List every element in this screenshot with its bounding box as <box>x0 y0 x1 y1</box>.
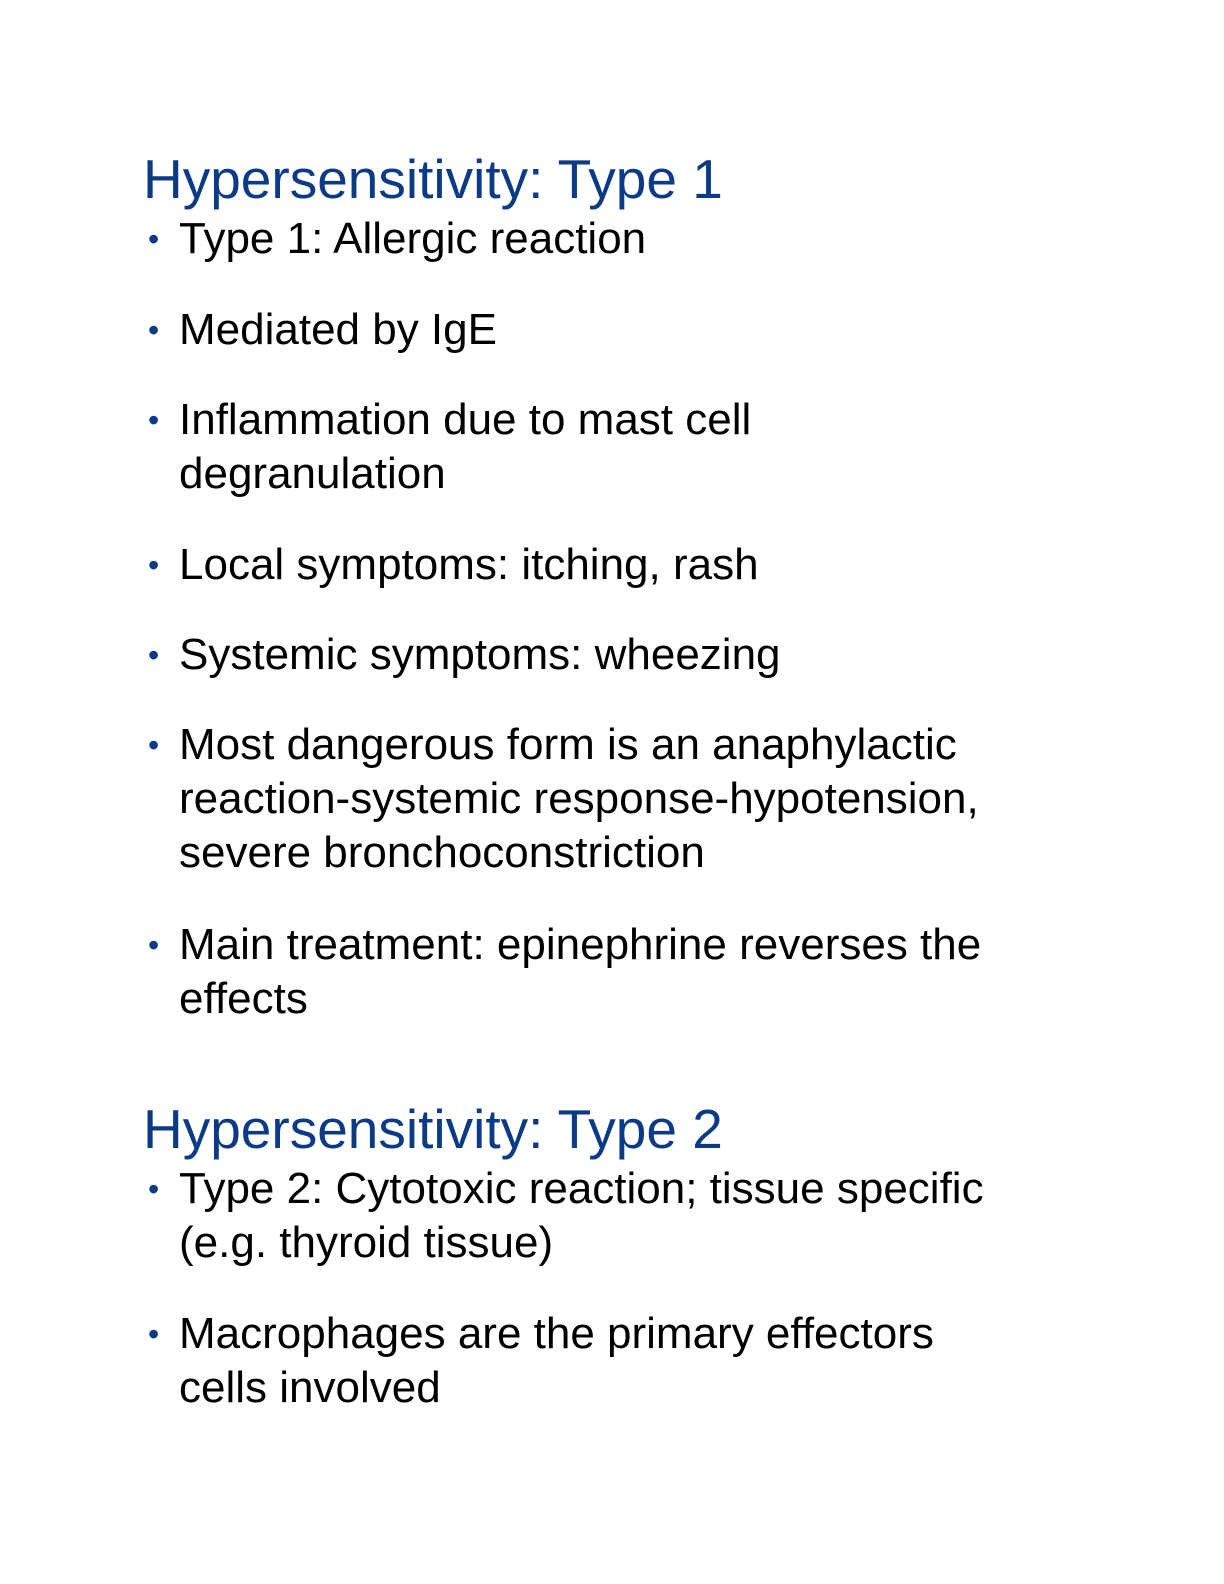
bullet-text: Macrophages are the primary effectors cells involved <box>179 1309 934 1412</box>
bullet-item <box>148 918 1078 1026</box>
bullet-text: Local symptoms: itching, rash <box>179 540 759 589</box>
bullet-text: Main treatment: epinephrine reverses the effects <box>179 920 982 1023</box>
bullet-icon: • <box>148 547 160 583</box>
bullet-item <box>148 538 1078 592</box>
bullet-icon: • <box>148 1316 160 1352</box>
bullet-item <box>148 718 1078 880</box>
section-heading-type-2: Hypersensitivity: Type 2 <box>143 1098 723 1160</box>
bullet-text: Type 2: Cytotoxic reaction; tissue specific (e.g. thyroid tissue) <box>179 1164 984 1267</box>
bullet-icon: • <box>148 1171 160 1207</box>
bullet-item <box>148 1307 1078 1415</box>
bullet-icon: • <box>148 727 160 763</box>
bullet-item <box>148 303 1078 357</box>
bullet-icon: • <box>148 637 160 673</box>
bullet-item <box>148 212 1078 266</box>
bullet-text: Systemic symptoms: wheezing <box>179 630 781 679</box>
bullet-item <box>148 393 1078 501</box>
bullet-icon: • <box>148 221 160 257</box>
section-heading-type-1: Hypersensitivity: Type 1 <box>143 148 723 210</box>
bullet-text: Inflammation due to mast cell degranulation <box>179 395 752 498</box>
bullet-text: Mediated by IgE <box>179 305 497 354</box>
bullet-text: Type 1: Allergic reaction <box>179 214 647 263</box>
bullet-text: Most dangerous form is an anaphylactic reaction-systemic response-hypotension, severe bronchoconstriction <box>179 720 979 877</box>
bullet-icon: • <box>148 312 160 348</box>
bullet-item <box>148 1162 1078 1270</box>
bullet-item <box>148 628 1078 682</box>
bullet-icon: • <box>148 402 160 438</box>
bullet-icon: • <box>148 927 160 963</box>
